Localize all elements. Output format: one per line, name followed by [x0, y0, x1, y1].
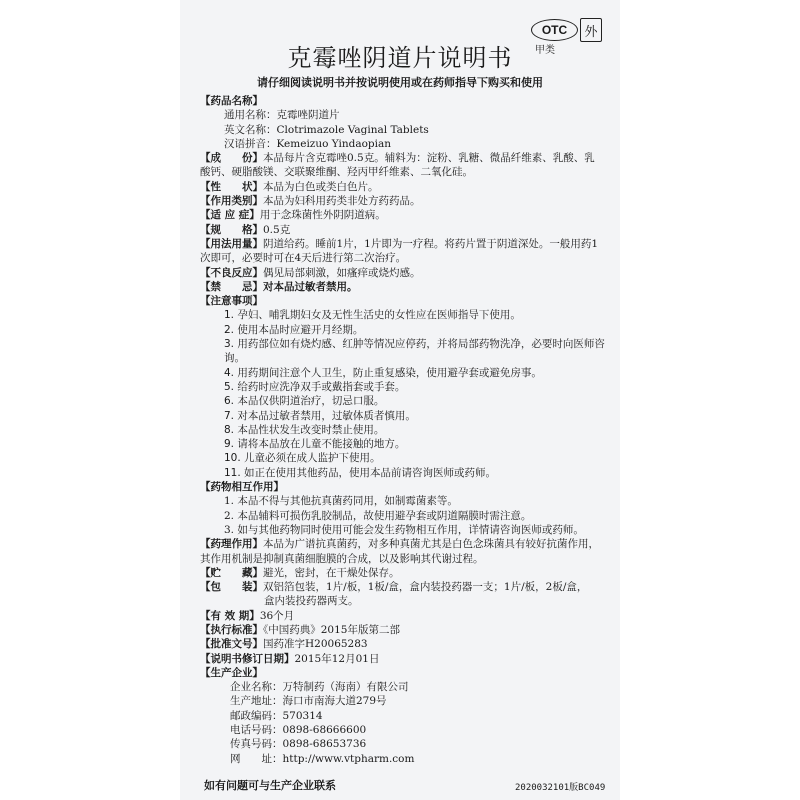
- list-item: 9. 请将本品放在儿童不能接触的地方。: [224, 438, 406, 451]
- list-item: 5. 给药时应洗净双手或戴指套或手套。: [224, 380, 406, 393]
- section-text: 用于念珠菌性外阴阴道病。: [259, 209, 386, 222]
- section-contraindication: [200, 280, 605, 294]
- section-revision: [200, 652, 605, 666]
- section-label: 【注意事项】: [200, 295, 263, 308]
- otc-class-label: 甲类: [535, 45, 555, 56]
- list-item: 11. 如正在使用其他药品，使用本品前请咨询医师或药师。: [224, 466, 497, 479]
- section-label: 【药理作用】: [200, 538, 263, 551]
- document-subtitle: 请仔细阅读说明书并按说明使用或在药师指导下购买和使用: [257, 76, 543, 89]
- company-postcode: 邮政编码：570314: [230, 709, 323, 722]
- precautions-list: [200, 308, 605, 480]
- section-label: 【作用类别】: [200, 195, 263, 208]
- section-text: 《中国药典》2015年版第二部: [263, 623, 400, 636]
- list-item: 1. 孕妇、哺乳期妇女及无性生活史的女性应在医师指导下使用。: [224, 309, 521, 322]
- section-package: [200, 580, 605, 594]
- section-text: 本品为妇科用药类非处方药药品。: [263, 195, 421, 208]
- section-label: 【禁 忌】: [200, 280, 263, 293]
- document-title: 克霉唑阴道片说明书: [287, 44, 513, 72]
- list-item: 8. 本品性状发生改变时禁止使用。: [224, 423, 385, 436]
- list-item: 4. 用药期间注意个人卫生，防止重复感染，使用避孕套或避免房事。: [224, 366, 542, 379]
- section-text: 阴道给药。睡前1片，1片即为一疗程。将药片置于阴道深处。一般用药1次即可，必要时可在4天后进行第二次治疗。: [200, 237, 599, 265]
- section-label: 【成 份】: [200, 152, 263, 165]
- footer-code: 2020032101版BC049: [515, 783, 606, 793]
- section-label: 【生产企业】: [200, 666, 263, 679]
- section-label: 【执行标准】: [200, 623, 263, 636]
- section-text: 双铝箔包装，1片/板，1板/盒，盒内装投药器一支；1片/板，2板/盒，: [263, 581, 588, 594]
- section-storage: [200, 566, 605, 580]
- list-item: 2. 使用本品时应避开月经期。: [224, 323, 364, 336]
- list-item: 3. 用药部位如有烧灼感、红肿等情况应停药，并将局部药物洗净，必要时向医师咨询。: [224, 338, 605, 365]
- section-text: 2015年12月01日: [294, 652, 380, 665]
- section-indication: [200, 208, 605, 222]
- section-dosage: [200, 237, 605, 266]
- section-label: 【贮 藏】: [200, 566, 263, 579]
- otc-badge: OTC: [531, 19, 578, 41]
- company-name: 企业名称：万特制药（海南）有限公司: [230, 681, 409, 694]
- section-pharmacology: [200, 537, 605, 566]
- list-item: 2. 本品辅料可损伤乳胶制品，故使用避孕套或阴道隔膜时需注意。: [224, 509, 532, 522]
- company-website: 网 址：http://www.vtpharm.com: [230, 752, 415, 765]
- list-item: 7. 对本品过敏者禁用，过敏体质者慎用。: [224, 409, 416, 422]
- section-text: 本品为广谱抗真菌药，对多种真菌尤其是白色念珠菌具有较好抗菌作用，其作用机制是抑制真菌细胞膜的合成，以及影响其代谢过程。: [200, 538, 599, 565]
- list-item: 1. 本品不得与其他抗真菌药同用，如制霉菌素等。: [224, 495, 458, 508]
- generic-name: 通用名称：克霉唑阴道片: [224, 109, 340, 122]
- section-text: 0.5克: [263, 223, 291, 236]
- pinyin-name: 汉语拼音：Kemeizuo Yindaopian: [224, 137, 392, 150]
- section-adverse: [200, 266, 605, 280]
- external-use-badge: 外: [580, 18, 602, 42]
- package-line2: 盒内装投药器两支。: [264, 595, 359, 608]
- section-interaction: [200, 480, 605, 494]
- manufacturer-details: [200, 680, 605, 766]
- section-label: 【不良反应】: [200, 266, 263, 279]
- company-address: 生产地址：海口市南海大道279号: [230, 695, 387, 708]
- section-label: 【有 效 期】: [200, 609, 260, 622]
- section-name: [200, 94, 605, 108]
- section-label: 【批准文号】: [200, 638, 263, 651]
- section-text: 国药准字H20065283: [263, 638, 368, 651]
- section-label: 【说明书修订日期】: [200, 652, 295, 665]
- section-text: 本品每片含克霉唑0.5克。辅料为：淀粉、乳糖、微晶纤维素、乳酸、乳酸钙、硬脂酸镁、交联聚维酮、羟丙甲纤维素、二氧化硅。: [200, 152, 595, 179]
- interaction-list: [200, 494, 605, 537]
- section-label: 【药物相互作用】: [200, 481, 284, 494]
- section-validity: [200, 609, 605, 623]
- section-precautions: [200, 294, 605, 308]
- section-spec: [200, 223, 605, 237]
- list-item: 10. 儿童必须在成人监护下使用。: [224, 452, 381, 465]
- list-item: 6. 本品仅供阴道治疗，切忌口服。: [224, 395, 385, 408]
- section-label: 【适 应 症】: [200, 209, 260, 222]
- section-text: 本品为白色或类白色片。: [263, 180, 379, 193]
- section-composition: [200, 151, 605, 180]
- section-label: 【包 装】: [200, 581, 263, 594]
- section-category: [200, 194, 605, 208]
- section-manufacturer: [200, 666, 605, 680]
- company-phone: 电话号码：0898-68666600: [230, 724, 367, 737]
- english-name: 英文名称：Clotrimazole Vaginal Tablets: [224, 123, 429, 136]
- section-label: 【用法用量】: [200, 237, 263, 250]
- section-text: 避光，密封，在干燥处保存。: [263, 566, 400, 579]
- section-label: 【性 状】: [200, 180, 263, 193]
- list-item: 3. 如与其他药物同时使用可能会发生药物相互作用，详情请咨询医师或药师。: [224, 523, 584, 536]
- section-appearance: [200, 180, 605, 194]
- company-fax: 传真号码：0898-68653736: [230, 738, 367, 751]
- section-approval: [200, 637, 605, 651]
- section-text: 偶见局部刺激，如瘙痒或烧灼感。: [263, 266, 421, 279]
- section-label: 【药品名称】: [200, 95, 263, 107]
- footer-contact: 如有问题可与生产企业联系: [204, 779, 336, 792]
- leaflet-content: [200, 94, 605, 766]
- section-text: 对本品过敏者禁用。: [263, 280, 358, 293]
- section-standard: [200, 623, 605, 637]
- section-label: 【规 格】: [200, 223, 263, 236]
- section-text: 36个月: [259, 609, 295, 622]
